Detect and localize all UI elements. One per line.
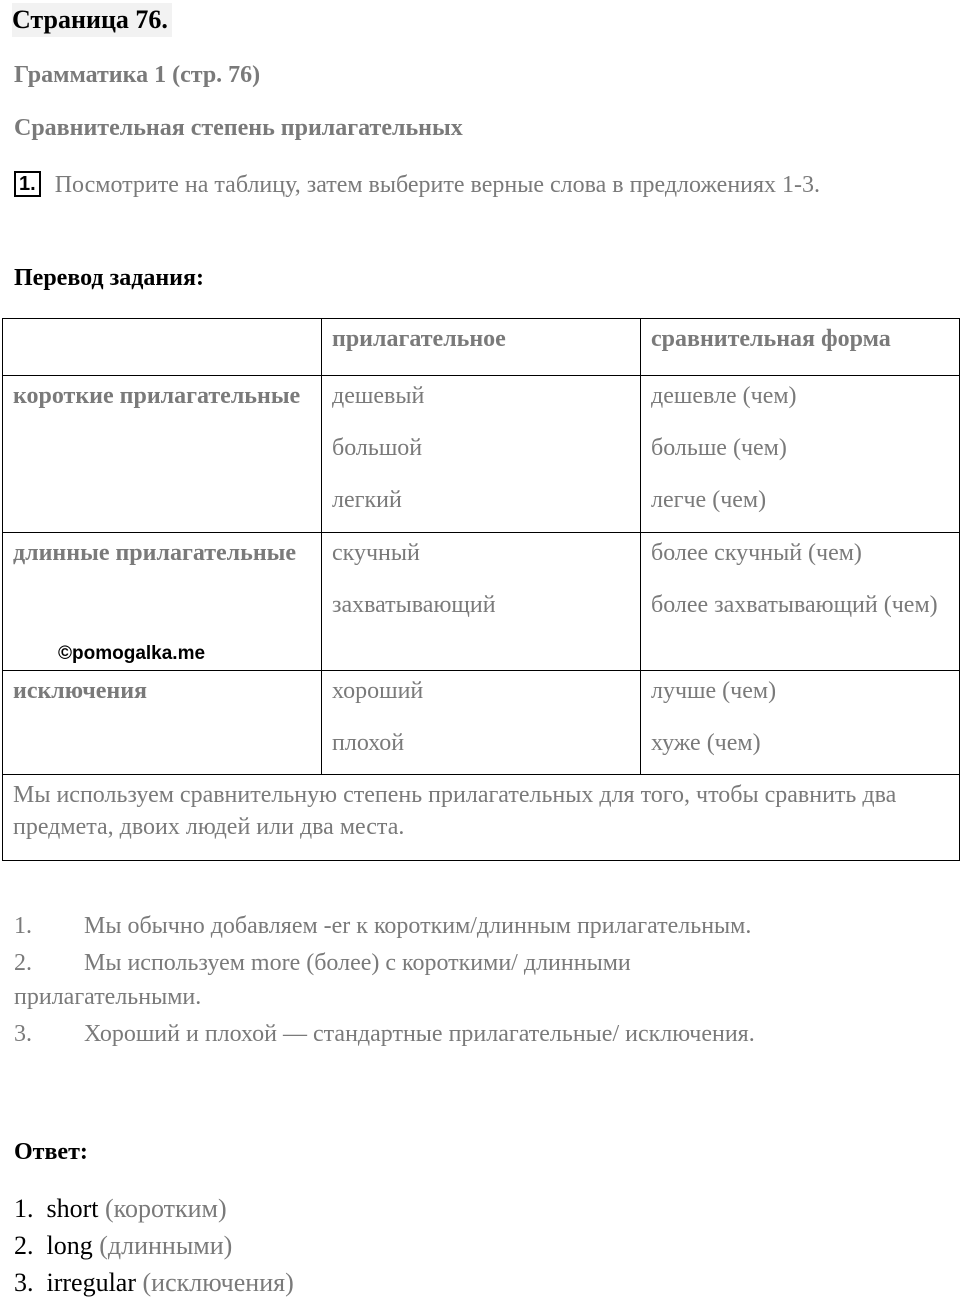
comparative: более скучный (чем)	[651, 540, 862, 566]
adjective: хороший	[332, 678, 424, 704]
table-header-cell: прилагательное	[322, 319, 641, 376]
comparative: дешевле (чем)	[651, 383, 797, 409]
answer-number: 3.	[14, 1268, 34, 1297]
comparative: хуже (чем)	[651, 730, 761, 756]
watermark: ©pomogalka.me	[58, 643, 206, 664]
task-number-badge: 1.	[14, 171, 41, 197]
answer-russian: (коротким)	[105, 1194, 227, 1223]
answer-number: 1.	[14, 1194, 34, 1223]
sentence-number: 2.	[14, 950, 32, 976]
section-title: Грамматика 1 (стр. 76)	[14, 62, 261, 88]
table-header-cell	[3, 319, 322, 376]
page-title: Страница 76.	[12, 3, 172, 37]
comparative: лучше (чем)	[651, 678, 777, 704]
task-instruction	[14, 167, 949, 203]
answer-heading: Ответ:	[14, 1139, 88, 1165]
table-footer-note: Мы используем сравнительную степень прилагательных для того, чтобы сравнить два предмета, двоих людей или два места.	[3, 775, 960, 861]
sentence-item	[14, 945, 944, 1016]
comparative-cell	[641, 376, 960, 533]
sentence-text: Хороший и плохой — стандартные прилагательные/ исключения.	[84, 1021, 755, 1047]
adjective-cell	[322, 533, 641, 671]
row-label: короткие прилагательные	[3, 376, 322, 533]
comparative-cell	[641, 533, 960, 671]
comparative: легче (чем)	[651, 487, 767, 513]
table-header-row	[3, 319, 960, 376]
answer-item	[14, 1264, 294, 1301]
answer-english: long	[46, 1231, 93, 1260]
table-row	[3, 376, 960, 533]
exercise-sentences	[14, 908, 944, 1053]
answer-item	[14, 1227, 294, 1264]
adjective-cell	[322, 376, 641, 533]
sentence-continuation: прилагательными.	[14, 984, 202, 1010]
adjective: легкий	[332, 487, 402, 513]
answer-russian: (длинными)	[99, 1231, 233, 1260]
row-label: длинные прилагательные	[3, 533, 322, 671]
answer-list	[14, 1190, 294, 1301]
adjective: скучный	[332, 540, 420, 566]
comparative: более захватывающий (чем)	[651, 592, 938, 618]
sentence-item	[14, 1016, 944, 1053]
topic-title: Сравнительная степень прилагательных	[14, 115, 463, 141]
adjective-cell	[322, 671, 641, 775]
answer-russian: (исключения)	[142, 1268, 294, 1297]
sentence-text: Мы обычно добавляем -er к коротким/длинным прилагательным.	[84, 913, 752, 939]
answer-english: irregular	[46, 1268, 137, 1297]
table-row	[3, 671, 960, 775]
sentence-number: 1.	[14, 913, 32, 939]
adjective: большой	[332, 435, 423, 461]
sentence-number: 3.	[14, 1021, 32, 1047]
sentence-item	[14, 908, 944, 945]
comparative-cell	[641, 671, 960, 775]
answer-english: short	[46, 1194, 99, 1223]
adjective: захватывающий	[332, 592, 496, 618]
adjective: дешевый	[332, 383, 425, 409]
translation-heading: Перевод задания:	[14, 265, 204, 291]
table-footer-row	[3, 775, 960, 861]
answer-item	[14, 1190, 294, 1227]
answer-number: 2.	[14, 1231, 34, 1260]
comparatives-table	[2, 318, 960, 861]
task-text: Посмотрите на таблицу, затем выберите верные слова в предложениях 1-3.	[54, 172, 821, 198]
table-header-cell: сравнительная форма	[641, 319, 960, 376]
row-label: исключения	[3, 671, 322, 775]
sentence-text: Мы используем more (более) с короткими/ длинными	[84, 950, 631, 976]
adjective: плохой	[332, 730, 405, 756]
comparative: больше (чем)	[651, 435, 787, 461]
